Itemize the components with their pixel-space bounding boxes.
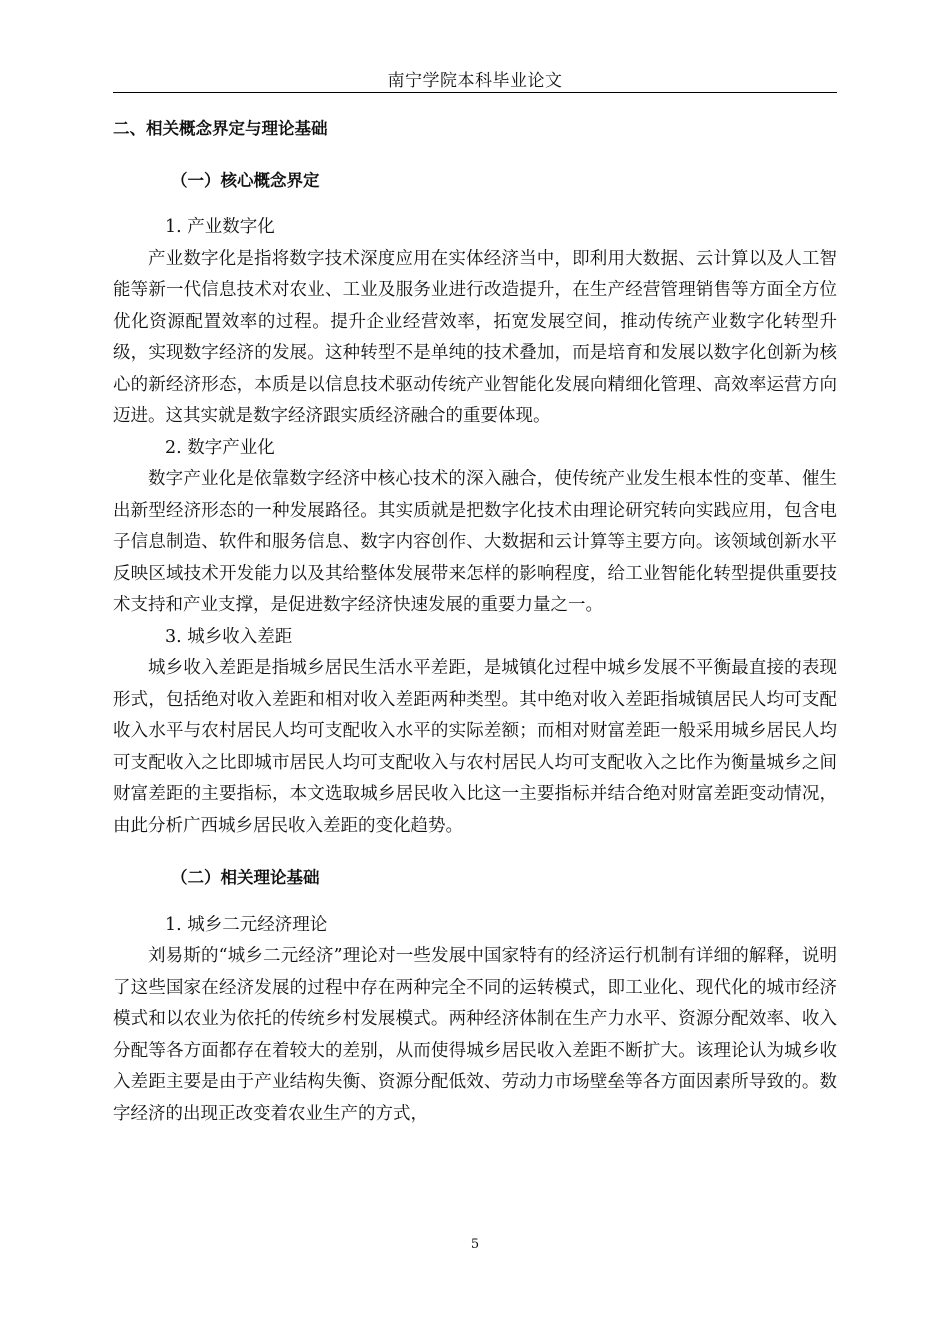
paragraph-industry-digitalization: 产业数字化是指将数字技术深度应用在实体经济当中，即利用大数据、云计算以及人工智能等新一代信息技术对农业、工业及服务业进行改造提升，在生产经营管理销售等方面全方位优化资源配置效率的过程。提升企业经营效率，拓宽发展空间，推动传统产业数字化转型升级，实现数字经济的发展。这种转型不是单纯的技术叠加，而是培育和发展以数字化创新为核心的新经济形态，本质是以信息技术驱动传统产业智能化发展向精细化管理、高效率运营方向迈进。这其实就是数字经济跟实质经济融合的重要体现。 [113,248,837,426]
page-body [113,113,837,1130]
item-number: 1. [165,914,182,935]
item-heading-income-gap [113,622,837,654]
subsection-heading-theory: （二）相关理论基础 [171,868,320,887]
paragraph-digital-industrialization: 数字产业化是依靠数字经济中核心技术的深入融合，使传统产业发生根本性的变革、催生出新型经济形态的一种发展路径。其实质就是把数字化技术由理论研究转向实践应用，包含电子信息制造、软件和服务信息、数字内容创作、大数据和云计算等主要方向。该领域创新水平反映区域技术开发能力以及其给整体发展带来怎样的影响程度，给工业智能化转型提供重要技术支持和产业支撑，是促进数字经济快速发展的重要力量之一。 [113,469,837,615]
item-title: 城乡二元经济理论 [187,914,328,935]
header-rule [113,92,837,93]
item-title: 产业数字化 [187,217,275,237]
page-number: 5 [470,1237,480,1252]
item-number: 3. [165,626,182,647]
section-heading: 二、相关概念界定与理论基础 [113,119,328,138]
paragraph-dual-economy: 刘易斯的“城乡二元经济”理论对一些发展中国家特有的经济运行机制有详细的解释，说明了这些国家在经济发展的过程中存在两种完全不同的运转模式，即工业化、现代化的城市经济模式和以农业为依托的传统乡村发展模式。两种经济体制在生产力水平、资源分配效率、收入分配等各方面都存在着较大的差别，从而使得城乡居民收入差距不断扩大。该理论认为城乡收入差距主要是由于产业结构失衡、资源分配低效、劳动力市场壁垒等各方面因素所导致的。数字经济的出现正改变着农业生产的方式， [113,946,837,1124]
item-number: 2. [165,437,182,458]
item-heading-dual-economy [113,910,837,942]
subsection-heading-core-concepts: （一）核心概念界定 [171,170,320,190]
item-number: 1. [165,217,182,237]
item-title: 城乡收入差距 [187,626,293,647]
paragraph-income-gap: 城乡收入差距是指城乡居民生活水平差距，是城镇化过程中城乡发展不平衡最直接的表现形式，包括绝对收入差距和相对收入差距两种类型。其中绝对收入差距指城镇居民人均可支配收入水平与农村居民人均可支配收入水平的实际差额；而相对财富差距一般采用城乡居民人均可支配收入之比即城市居民人均可支配收入与农村居民人均可支配收入之比作为衡量城乡之间财富差距的主要指标，本文选取城乡居民收入比这一主要指标并结合绝对财富差距变动情况，由此分析广西城乡居民收入差距的变化趋势。 [113,658,837,836]
item-title: 数字产业化 [187,437,275,458]
item-heading-industry-digitalization [113,212,837,244]
running-header: 南宁学院本科毕业论文 [387,71,563,91]
item-heading-digital-industrialization [113,433,837,465]
spacer [113,842,837,862]
